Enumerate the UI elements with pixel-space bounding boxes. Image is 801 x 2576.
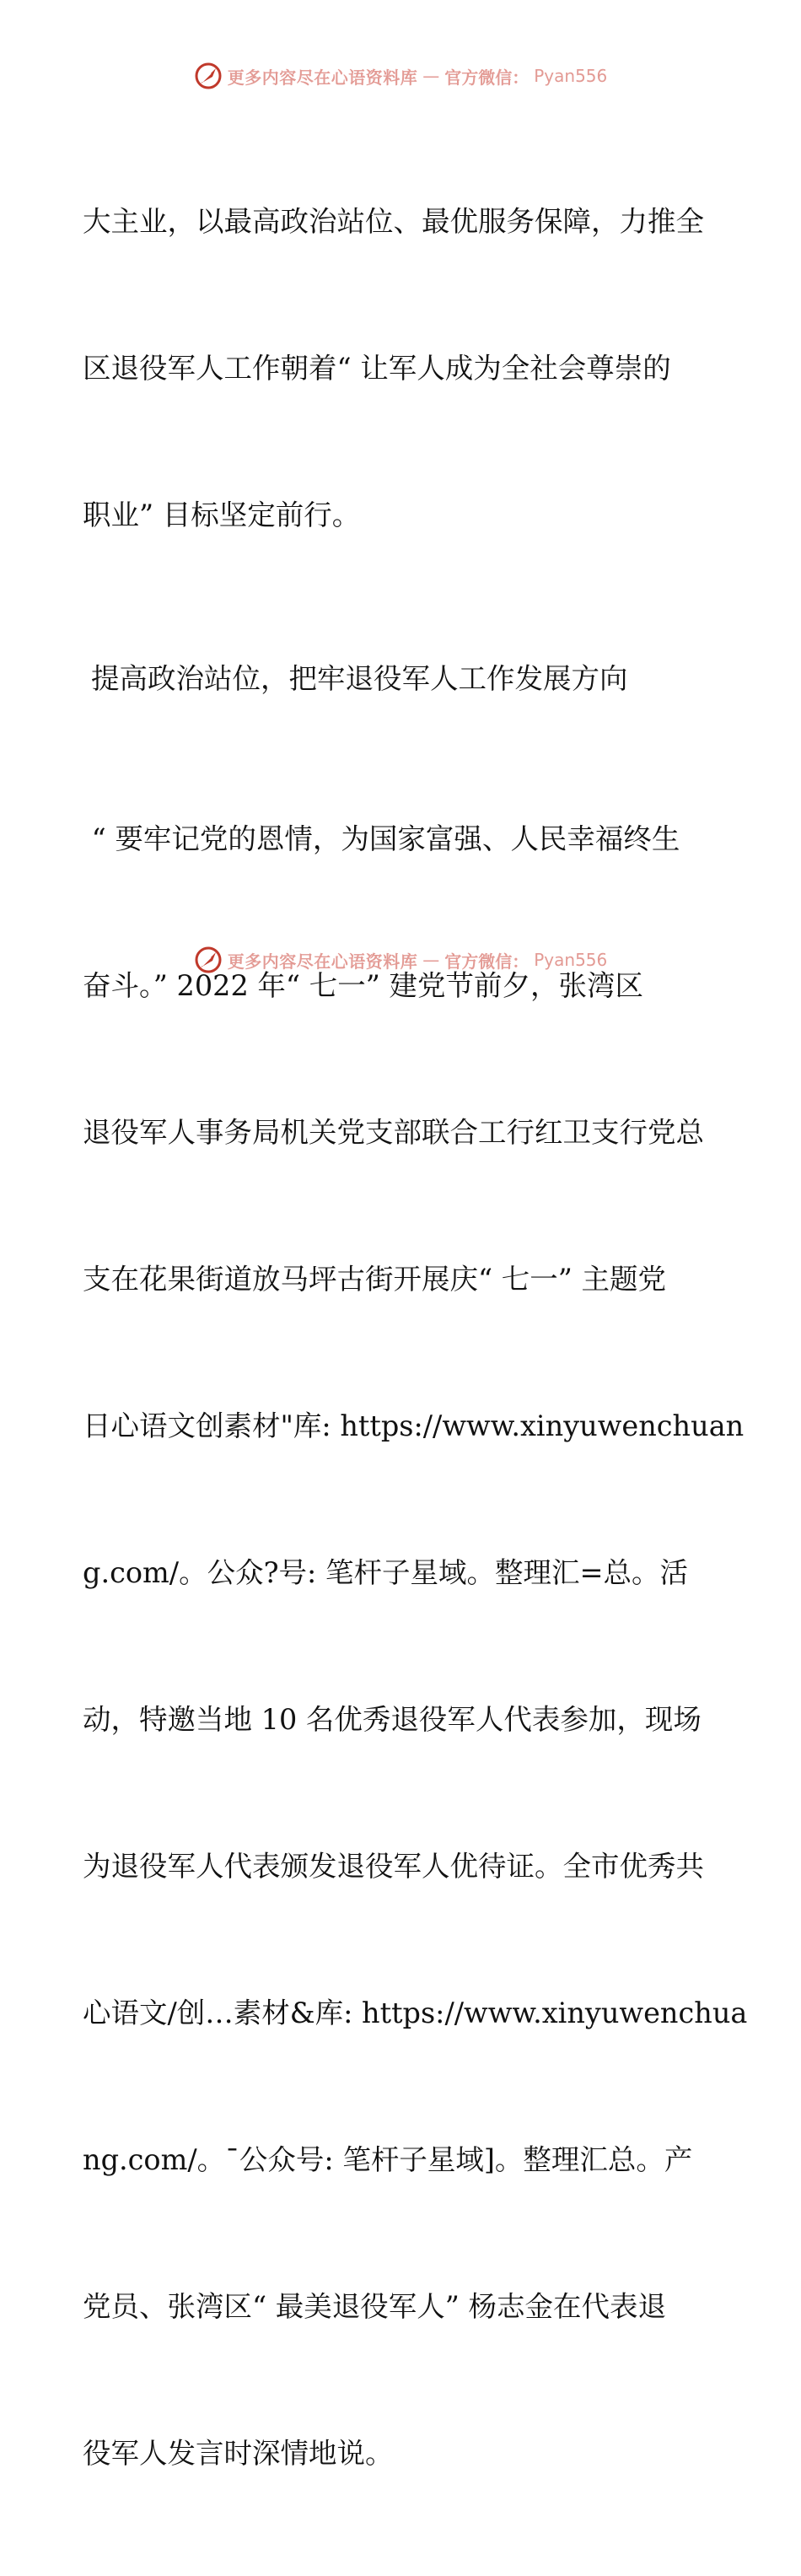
intro-line: 大主业，以最高政治站位、最优服务保障，力推全 xyxy=(83,205,704,238)
body-line: 奋斗。” 2022 年“ 七一” 建党节前夕，张湾区 xyxy=(83,969,643,1002)
banner-wechat-label: 官方微信： xyxy=(444,67,530,88)
banner-wechat-id: Pyan556 xyxy=(534,950,608,970)
document-body xyxy=(83,100,748,2576)
intro-paragraph xyxy=(83,100,717,638)
header-banner xyxy=(0,57,801,94)
banner-site-text: 更多内容尽在心语资料库 xyxy=(227,951,418,972)
banner-site-text: 更多内容尽在心语资料库 xyxy=(227,67,418,88)
quill-pen-logo-icon xyxy=(194,946,223,974)
footer-banner xyxy=(0,941,801,978)
body-line: ng.com/。¯公众号: 笔杆子星域]。整理汇总。产 xyxy=(83,2143,693,2176)
body-paragraph xyxy=(83,717,748,2576)
intro-line: 职业” 目标坚定前行。 xyxy=(83,498,361,531)
section-heading: 提高政治站位，把牢退役军人工作发展方向 xyxy=(91,662,628,695)
body-line: 日心语文创素材"库: https://www.xinyuwenchuan xyxy=(83,1409,745,1442)
banner-dash: — xyxy=(422,950,440,970)
body-line: 为退役军人代表颁发退役军人优待证。全市优秀共 xyxy=(83,1850,704,1883)
body-line: 心语文/创…素材&库: https://www.xinyuwenchua xyxy=(83,1997,748,2029)
intro-line: 区退役军人工作朝着“ 让军人成为全社会尊崇的 xyxy=(83,352,671,385)
header-banner-inner xyxy=(194,62,608,90)
body-line: 役军人发言时深情地说。 xyxy=(83,2437,394,2470)
banner-dash: — xyxy=(422,66,440,86)
banner-wechat-id: Pyan556 xyxy=(534,66,608,86)
footer-banner-inner xyxy=(194,946,608,974)
body-line: “ 要牢记党的恩情，为国家富强、人民幸福终生 xyxy=(83,822,680,855)
body-line: 退役军人事务局机关党支部联合工行红卫支行党总 xyxy=(83,1116,704,1149)
quill-pen-logo-icon xyxy=(194,62,223,90)
banner-wechat-label: 官方微信： xyxy=(444,951,530,972)
body-line: 动，特邀当地 10 名优秀退役军人代表参加，现场 xyxy=(83,1703,702,1736)
body-line: g.com/。公众?号: 笔杆子星域。整理汇=总。活 xyxy=(83,1556,689,1589)
body-line: 党员、张湾区“ 最美退役军人” 杨志金在代表退 xyxy=(83,2290,667,2323)
body-line: 支在花果街道放马坪古街开展庆“ 七一” 主题党 xyxy=(83,1263,667,1296)
